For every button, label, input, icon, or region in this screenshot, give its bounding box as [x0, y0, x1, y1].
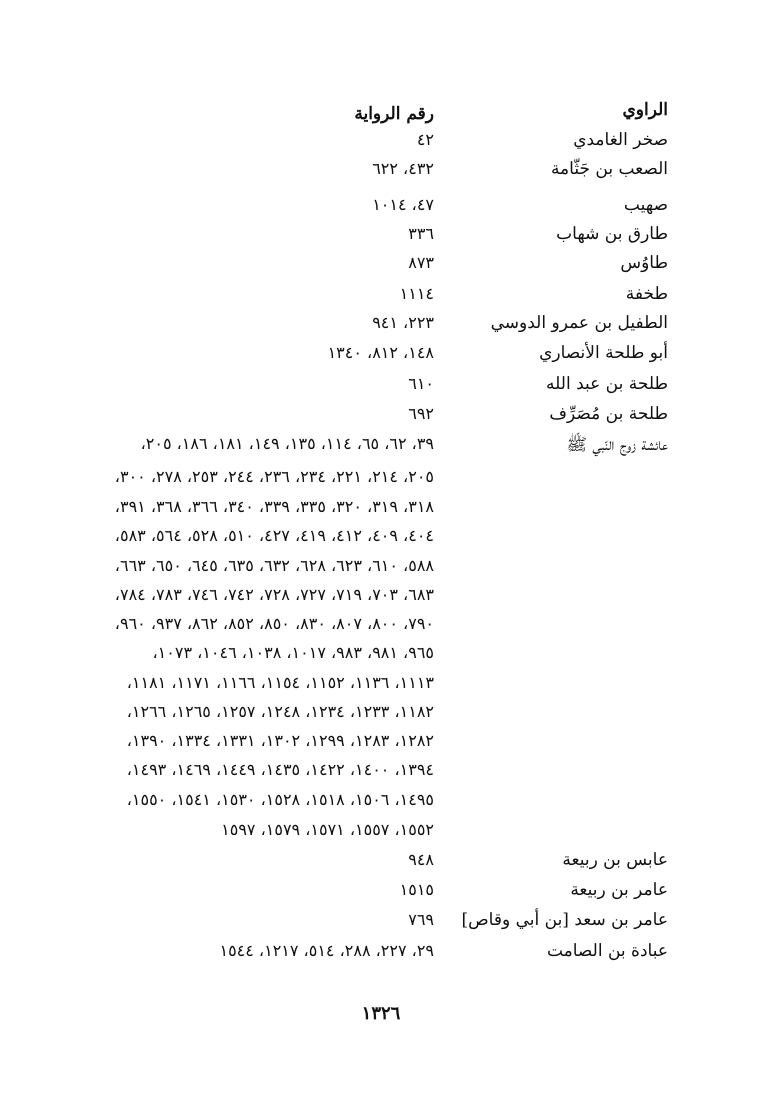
narration-numbers: ١٤٨، ٨١٢، ١٣٤٠ — [327, 343, 434, 362]
index-entry — [0, 284, 762, 313]
narrator-name: عامر بن سعد [بن أبي وقاص] — [461, 910, 668, 930]
index-entry — [0, 343, 762, 372]
narrator-name: عامر بن ربيعة — [570, 880, 668, 900]
narration-numbers: ١١١٤ — [399, 284, 434, 303]
narration-numbers-continued: ١١٨٢، ١٢٣٣، ١٢٣٤، ١٢٤٨، ١٢٥٧، ١٢٦٥، ١٢٦٦، — [126, 702, 434, 721]
narrator-name: صخر الغامدي — [573, 130, 668, 150]
narrator-name: عائشة زوج النّبي ﷺ — [566, 435, 668, 455]
index-entry — [0, 434, 762, 463]
narrator-name: عابس بن ربيعة — [562, 850, 668, 870]
narration-numbers-continued: ٦٨٣، ٧٠٣، ٧١٩، ٧٢٧، ٧٢٨، ٧٤٢، ٧٤٦، ٧٨٣، ٧٨٤، — [114, 585, 434, 604]
narration-numbers-continued: ١٥٥٢، ١٥٥٧، ١٥٧١، ١٥٧٩، ١٥٩٧ — [221, 820, 434, 839]
narration-numbers-continued: ١٤٩٥، ١٥٠٦، ١٥١٨، ١٥٢٨، ١٥٣٠، ١٥٤١، ١٥٥٠، — [126, 790, 434, 809]
narration-numbers: ٩٤٨ — [408, 850, 434, 869]
narration-numbers-continued: ١٣٩٤، ١٤٠٠، ١٤٢٢، ١٤٣٥، ١٤٤٩، ١٤٦٩، ١٤٩٣، — [126, 760, 434, 779]
index-entry — [0, 224, 762, 253]
narration-numbers-continued: ٥٨٨، ٦١٠، ٦٢٣، ٦٢٨، ٦٣٢، ٦٣٥، ٦٤٥، ٦٥٠، ٦٦٣، — [114, 556, 434, 575]
index-entry — [0, 850, 762, 879]
narration-numbers: ٢٢٣، ٩٤١ — [372, 313, 434, 332]
narration-number-column-header: رقم الرواية — [354, 104, 434, 124]
narration-numbers: ٤٧، ١٠١٤ — [372, 195, 434, 214]
narration-numbers: ٣٣٦ — [408, 224, 434, 243]
narration-numbers-continued: ١١١٣، ١١٣٦، ١١٥٢، ١١٥٤، ١١٦٦، ١١٧١، ١١٨١، — [126, 673, 434, 692]
narration-numbers-continued: ١٢٨٢، ١٢٨٣، ١٢٩٩، ١٣٠٢، ١٣٣١، ١٣٣٤، ١٣٩٠، — [126, 731, 434, 750]
narration-numbers: ١٥١٥ — [399, 880, 434, 899]
narrator-name: طاوُس — [620, 253, 668, 273]
narration-numbers-continued: ٧٩٠، ٨٠٠، ٨٠٧، ٨٣٠، ٨٥٠، ٨٥٢، ٨٦٢، ٩٣٧، ٩٦٠، — [114, 614, 434, 633]
index-entry — [0, 374, 762, 403]
index-entry — [0, 941, 762, 970]
narration-numbers-continued: ٢٠٥، ٢١٤، ٢٢١، ٢٣٤، ٢٣٦، ٢٤٤، ٢٥٣، ٢٧٨، ٣٠٠، — [114, 467, 434, 486]
narration-numbers: ٤٣٢، ٦٢٢ — [372, 159, 434, 178]
narrator-name: طخفة — [625, 284, 668, 304]
index-entry — [0, 159, 762, 188]
narrator-name: طارق بن شهاب — [556, 224, 668, 244]
narration-numbers-continued: ٤٠٤، ٤٠٩، ٤١٢، ٤١٩، ٤٢٧، ٥١٠، ٥٢٨، ٥٦٤، ٥٨٣، — [114, 526, 434, 545]
narration-numbers: ٨٧٣ — [408, 253, 434, 272]
narration-numbers: ٦١٠ — [408, 374, 434, 393]
narration-numbers: ٧٦٩ — [408, 910, 434, 929]
narration-numbers-continued: ٩٦٥، ٩٨١، ٩٨٣، ١٠١٧، ١٠٣٨، ١٠٤٦، ١٠٧٣، — [152, 643, 434, 662]
narrator-name: طلحة بن عبد الله — [546, 374, 668, 394]
index-entry — [0, 253, 762, 282]
page-number: ١٣٢٦ — [361, 1003, 401, 1024]
index-entry — [0, 195, 762, 224]
narrator-name: أبو طلحة الأنصاري — [539, 343, 668, 363]
index-entry — [0, 404, 762, 433]
index-entry — [0, 880, 762, 909]
narrator-name: صهيب — [623, 195, 668, 215]
narrator-column-header: الراوي — [622, 100, 668, 120]
narrator-name: الطفيل بن عمرو الدوسي — [490, 313, 668, 333]
narrator-name: طلحة بن مُصَرِّف — [549, 404, 668, 424]
index-entry — [0, 130, 762, 159]
narrator-name: عبادة بن الصامت — [546, 941, 668, 961]
narration-numbers: ٣٩، ٦٢، ٦٥، ١١٤، ١٣٥، ١٤٩، ١٨١، ١٨٦، ٢٠٥، — [140, 434, 434, 453]
narration-numbers: ٤٢ — [416, 130, 434, 149]
index-entry — [0, 910, 762, 939]
index-entry — [0, 313, 762, 342]
narration-numbers-continued: ٣١٨، ٣١٩، ٣٢٠، ٣٣٥، ٣٣٩، ٣٤٠، ٣٦٦، ٣٦٨، ٣٩١، — [114, 497, 434, 516]
narration-numbers: ٢٩، ٢٢٧، ٢٨٨، ٥١٤، ١٢١٧، ١٥٤٤ — [219, 941, 434, 960]
narrator-name: الصعب بن جَثّامة — [550, 159, 668, 179]
narration-numbers: ٦٩٢ — [408, 404, 434, 423]
